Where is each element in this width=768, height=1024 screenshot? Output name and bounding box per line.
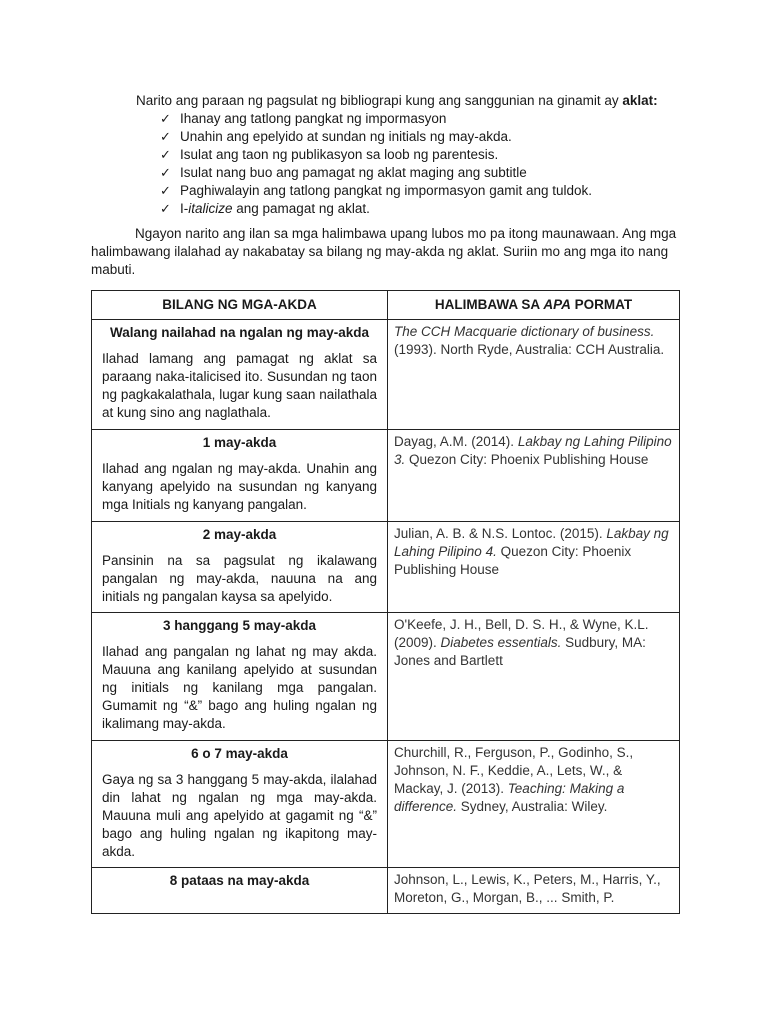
apa-example-cell: The CCH Macquarie dictionary of business. (1993). North Ryde, Australia: CCH Australia. <box>388 320 680 430</box>
check-icon: ✓ <box>160 165 171 180</box>
author-count-cell <box>92 868 388 914</box>
check-icon: ✓ <box>160 111 171 126</box>
checklist-item <box>160 146 696 164</box>
checklist-item-text: Isulat nang buo ang pamagat ng aklat maging ang subtitle <box>180 165 527 180</box>
example-italic-title: Lakbay ng Lahing Pilipino 4. <box>394 526 669 559</box>
checklist-item <box>160 164 696 182</box>
check-icon: ✓ <box>160 129 171 144</box>
examples-intro-text: Ngayon narito ang ilan sa mga halimbawa upang lubos mo pa itong maunawaan. Ang mga halimbawang ilalahad ay nakabatay sa bilang ng may-akda ng aklat. Suriin mo ang mga ito nang mabuti. <box>91 226 677 277</box>
examples-intro-paragraph <box>91 225 681 279</box>
example-italic-title: Teaching: Making a difference. <box>394 781 625 814</box>
author-count-cell <box>92 741 388 868</box>
author-count-cell <box>92 430 388 522</box>
check-icon: ✓ <box>160 183 171 198</box>
apa-example-cell: Julian, A. B. & N.S. Lontoc. (2015). Lakbay ng Lahing Pilipino 4. Quezon City: Phoenix Publishing House <box>388 522 680 613</box>
example-italic-title: Lakbay ng Lahing Pilipino 3. <box>394 434 672 467</box>
checklist-item <box>160 200 696 218</box>
header-apa-example: HALIMBAWA SA APA PORMAT <box>388 291 680 320</box>
apa-example-cell: Johnson, L., Lewis, K., Peters, M., Harris, Y., Moreton, G., Morgan, B., ... Smith, P. <box>388 868 680 914</box>
bibliography-table <box>91 290 680 914</box>
checklist-item-post: ang pamagat ng aklat. <box>232 201 370 216</box>
category-description: Pansinin na sa pagsulat ng ikalawang pangalan ng may-akda, nauuna na ang initials ng pangalan kaysa sa apelyido. <box>102 553 377 604</box>
category-description: Gaya ng sa 3 hanggang 5 may-akda, ilalahad din lahat ng ngalan ng mga may-akda. Mauuna muli ang apelyido at gagamit ng “&” bago ang huling ngalan ng ikapitong may-akda. <box>102 772 377 859</box>
category-title: 6 o 7 may-akda <box>191 746 288 761</box>
author-count-cell <box>92 613 388 741</box>
category-title: 3 hanggang 5 may-akda <box>162 618 317 633</box>
header-author-count: BILANG NG MGA-AKDA <box>92 291 388 320</box>
category-title: 1 may-akda <box>202 435 277 450</box>
category-title: 8 pataas na may-akda <box>169 873 310 888</box>
checklist-item-text: Paghiwalayin ang tatlong pangkat ng impormasyon gamit ang tuldok. <box>180 183 593 198</box>
table-row <box>92 320 680 430</box>
checklist-item-text: Ihanay ang tatlong pangkat ng impormasyon <box>180 111 447 126</box>
intro-section <box>136 92 696 218</box>
table-row <box>92 613 680 741</box>
checklist-item <box>160 110 696 128</box>
table-row <box>92 868 680 914</box>
apa-example-cell: Dayag, A.M. (2014). Lakbay ng Lahing Pilipino 3. Quezon City: Phoenix Publishing House <box>388 430 680 522</box>
intro-lead <box>136 92 696 110</box>
author-count-cell <box>92 320 388 430</box>
category-title: 2 may-akda <box>202 527 277 542</box>
checklist-item-text: Isulat ang taon ng publikasyon sa loob ng parentesis. <box>180 147 499 162</box>
checklist <box>136 110 696 218</box>
check-icon: ✓ <box>160 201 171 216</box>
example-italic-title: Diabetes essentials. <box>440 635 562 650</box>
apa-example-cell: Churchill, R., Ferguson, P., Godinho, S., Johnson, N. F., Keddie, A., Lets, W., & Mackay, J. (2013). Teaching: Making a difference. Sydney, Australia: Wiley. <box>388 741 680 868</box>
table-row <box>92 741 680 868</box>
category-description: Ilahad ang pangalan ng lahat ng may akda. Mauuna ang kanilang apelyido at susundan ng initials ng kanilang mga pangalan. Gumamit ng “&” bago ang huling ngalan ng ikalimang may-akda. <box>102 644 377 731</box>
checklist-item-text: Unahin ang epelyido at sundan ng initials ng may-akda. <box>180 129 512 144</box>
example-italic-title: The CCH Macquarie dictionary of business. <box>394 324 655 339</box>
checklist-item <box>160 128 696 146</box>
check-icon: ✓ <box>160 147 171 162</box>
table-row <box>92 522 680 613</box>
author-count-cell <box>92 522 388 613</box>
checklist-item-italic: italicize <box>188 201 233 216</box>
category-title: Walang nailahad na ngalan ng may-akda <box>109 325 370 340</box>
category-description: Ilahad ang ngalan ng may-akda. Unahin ang kanyang apelyido na susundan ng kanyang mga Initials ng kanyang pangalan. <box>102 461 377 512</box>
table-row <box>92 430 680 522</box>
intro-lead-bold: aklat: <box>622 93 658 108</box>
checklist-item <box>160 182 696 200</box>
table-header-row <box>92 291 680 320</box>
intro-lead-text: Narito ang paraan ng pagsulat ng bibliograpi kung ang sanggunian na ginamit ay <box>136 93 623 108</box>
apa-example-cell: O'Keefe, J. H., Bell, D. S. H., & Wyne, K.L. (2009). Diabetes essentials. Sudbury, MA: Jones and Bartlett <box>388 613 680 741</box>
checklist-item-pre: I- <box>180 201 189 216</box>
category-description: Ilahad lamang ang pamagat ng aklat sa paraang naka-italicised ito. Susundan ng taon ng pagkakalathala, lugar kung saan nailathala at kung sino ang naglathala. <box>102 351 377 420</box>
